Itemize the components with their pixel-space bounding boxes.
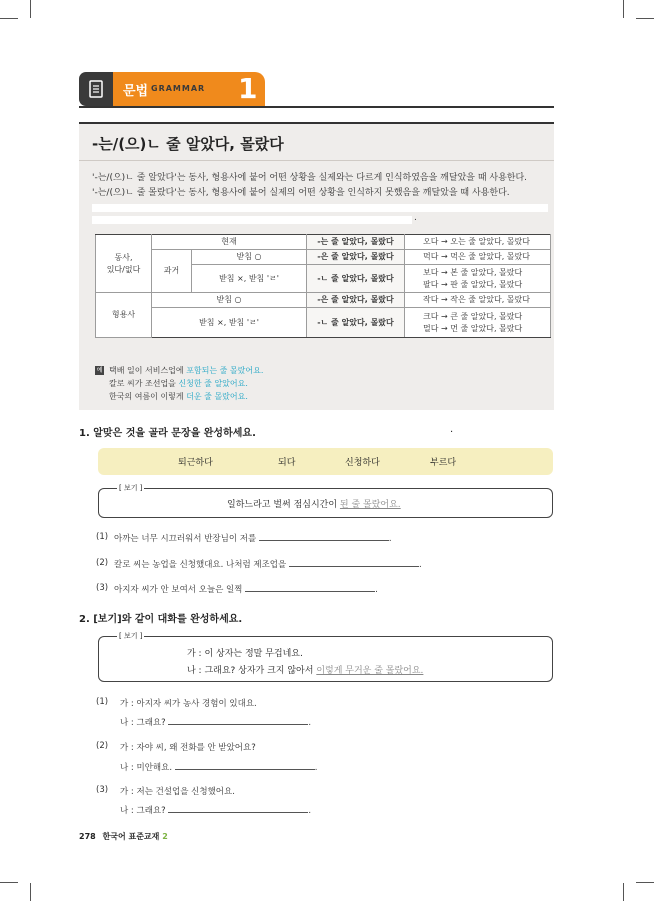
section-header [79, 72, 265, 106]
example-sentence-3: 한국의 여름이 이렇게 더운 줄 몰랐어요. [109, 392, 248, 401]
grammar-description-2: '-는/(으)ㄴ 줄 몰랐다'는 동사, 형용사에 붙어 실제의 어떤 상황을 인식하지 못했음을 깨달았을 때 사용한다. [92, 188, 510, 198]
answer-blank[interactable] [168, 804, 308, 813]
example-label: 예 [96, 367, 103, 374]
answer-blank[interactable] [289, 558, 419, 567]
exercise-2-title: 2. [보기]와 같이 대화를 완성하세요. [79, 614, 243, 625]
word-bank [98, 448, 553, 475]
answer-blank[interactable] [245, 583, 375, 592]
item-number: (1) [96, 532, 109, 542]
exercise-1-title: 1. 알맞은 것을 골라 문장을 완성하세요. [79, 428, 256, 439]
form-eun-adj: -은 줄 알았다, 몰랐다 [307, 293, 405, 308]
answer-blank[interactable] [175, 761, 315, 770]
crop-mark [636, 882, 654, 883]
page-footer [79, 831, 168, 842]
example-adj-o: 작다 → 작은 줄 알았다, 몰랐다 [405, 293, 551, 308]
form-neun: -는 줄 알았다, 몰랐다 [307, 235, 405, 250]
example-box-label: [ 보기 ] [119, 632, 143, 640]
section-title: 문법 [123, 84, 149, 99]
grammar-table [95, 234, 551, 338]
crop-mark [636, 18, 654, 19]
example-box-1 [98, 484, 553, 518]
adj-batchim-x-label: 받침 ×, 받침 'ㄹ' [152, 308, 307, 338]
present-label: 현재 [152, 235, 307, 250]
example-present: 오다 → 오는 줄 알았다, 몰랐다 [405, 235, 551, 250]
exercise-1-dot: . [450, 424, 454, 435]
dialog-1-ga: 가 : 아지자 씨가 농사 경험이 있대요. [120, 699, 257, 709]
example-box-2 [98, 632, 553, 682]
grammar-description-1: '-는/(으)ㄴ 줄 알았다'는 동사, 형용사에 붙어 어떤 상황을 실제와는 다르게 인식하였음을 깨달았을 때 사용한다. [92, 173, 528, 183]
example-adj-x: 크다 → 큰 줄 알았다, 몰랐다 멀다 → 먼 줄 알았다, 몰랐다 [405, 308, 551, 338]
header-tab [113, 72, 265, 106]
dialog-1-na: 나 : 그래요? . [120, 718, 312, 728]
adj-batchim-o-label: 받침 ○ [152, 293, 307, 308]
dialog-2-na: 나 : 미안해요. . [120, 763, 318, 773]
crop-mark [30, 883, 31, 901]
example-box-label: [ 보기 ] [119, 484, 143, 492]
item-number: (3) [96, 583, 109, 593]
form-n: -ㄴ 줄 알았다, 몰랐다 [307, 265, 405, 293]
crop-mark [623, 0, 624, 18]
adjective-label: 형용사 [96, 293, 152, 338]
item-number: (2) [96, 741, 109, 751]
word-item: 퇴근하다 [178, 458, 213, 468]
exercise-1-item-2: 칼로 씨는 농업을 신청했대요. 나처럼 제조업을 . [114, 560, 422, 570]
example-box-sentence: 일하느라고 벌써 점심시간이 된 줄 몰랐어요. [227, 500, 401, 510]
crop-mark [623, 883, 624, 901]
section-subtitle: GRAMMAR [151, 84, 206, 93]
example-past-x: 보다 → 본 줄 알았다, 몰랐다 팔다 → 판 줄 알았다, 몰랐다 [405, 265, 551, 293]
item-number: (1) [96, 697, 109, 707]
example-sentence-1: 택배 일이 서비스업에 포함되는 줄 몰랐어요. [109, 366, 264, 375]
example-sentence-2: 칼로 씨가 조선업을 신청한 줄 알았어요. [109, 379, 248, 388]
dialog-2-ga: 가 : 자야 씨, 왜 전화를 안 받았어요? [120, 743, 256, 753]
page-number: 278 [79, 832, 96, 841]
exercise-1-item-3: 아지자 씨가 안 보여서 오늘은 일찍 . [114, 585, 378, 595]
book-volume: 2 [162, 832, 168, 841]
batchim-x-label: 받침 ×, 받침 'ㄹ' [192, 265, 307, 293]
exercise-1-item-1: 아까는 너무 시끄러워서 반장님이 저를 . [114, 534, 392, 544]
grammar-title: -는/(으)ㄴ 줄 알았다, 몰랐다 [92, 135, 284, 153]
crop-mark [0, 18, 18, 19]
title-divider [79, 160, 554, 161]
blank-end: . [414, 213, 417, 223]
word-item: 부르다 [430, 458, 457, 468]
form-n-adj: -ㄴ 줄 알았다, 몰랐다 [307, 308, 405, 338]
dialog-3-ga: 가 : 저는 건설업을 신청했어요. [120, 787, 235, 797]
answer-blank[interactable] [168, 716, 308, 725]
header-divider [79, 106, 554, 108]
blank-line [92, 216, 412, 224]
item-number: (3) [96, 785, 109, 795]
verb-label: 동사, 있다/없다 [96, 235, 152, 293]
form-eun: -은 줄 알았다, 몰랐다 [307, 250, 405, 265]
crop-mark [30, 0, 31, 18]
word-item: 되다 [278, 458, 296, 468]
document-icon [79, 72, 113, 106]
blank-line [92, 204, 548, 212]
answer-blank[interactable] [259, 532, 389, 541]
section-number: 1 [238, 72, 258, 105]
grammar-box [79, 122, 554, 410]
batchim-o-label: 받침 ○ [192, 250, 307, 265]
dialog-3-na: 나 : 그래요? . [120, 806, 312, 816]
book-title: 한국어 표준교재 [102, 832, 160, 841]
example-past-o: 먹다 → 먹은 줄 알았다, 몰랐다 [405, 250, 551, 265]
past-label: 과거 [152, 250, 192, 293]
item-number: (2) [96, 558, 109, 568]
example-dialog-line-2: 나 : 그래요? 상자가 크지 않아서 이렇게 무거운 줄 몰랐어요. [187, 666, 424, 676]
word-item: 신청하다 [345, 458, 380, 468]
example-dialog-line-1: 가 : 이 상자는 정말 무겁네요. [187, 649, 303, 659]
crop-mark [0, 882, 18, 883]
